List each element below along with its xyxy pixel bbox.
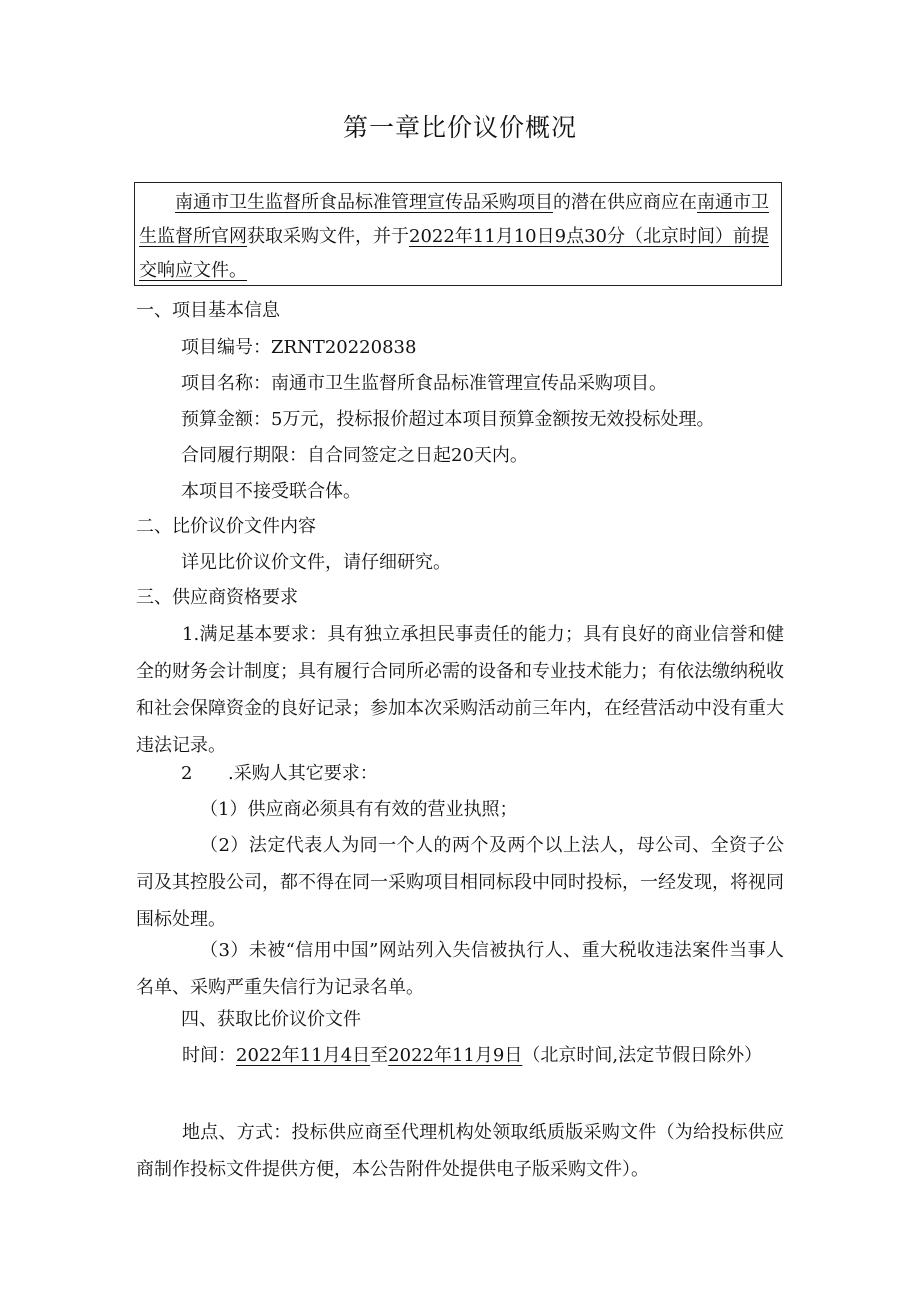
project-name-link: 南通市卫生监督所食品标准管理宣传品采购项目 xyxy=(175,192,553,213)
notice-box xyxy=(134,182,782,286)
project-code: 项目编号：ZRNT20220838 xyxy=(181,337,417,358)
section-heading-basic-info: 一、项目基本信息 xyxy=(136,300,280,321)
page-title: 第一章比价议价概况 xyxy=(342,113,577,142)
section-heading-qualification: 三、供应商资格要求 xyxy=(136,587,298,608)
submission-deadline: 2022年11月10日9点30分（北京时间）前提交响应文件。 xyxy=(139,226,769,281)
requirement-2-number: 2 xyxy=(181,763,193,784)
section-heading-obtain-docs: 四、获取比价议价文件 xyxy=(181,1009,361,1030)
obtain-place-method: 地点、方式：投标供应商至代理机构处领取纸质版采购文件（为给投标供应商制作投标文件提供方便，本公告附件处提供电子版采购文件）。 xyxy=(136,1122,784,1180)
section-heading-doc-content: 二、比价议价文件内容 xyxy=(136,516,316,537)
contract-period: 合同履行期限：自合同签定之日起20天内。 xyxy=(181,445,528,466)
sub-requirement-1: （1）供应商必须具有有效的营业执照； xyxy=(200,799,518,820)
sub-requirement-3: （3）未被“信用中国”网站列入失信被执行人、重大税收违法案件当事人名单、采购严重失信行为记录名单。 xyxy=(136,940,784,998)
notice-text-2: 获取采购文件，并于 xyxy=(247,226,409,247)
project-name: 项目名称：南通市卫生监督所食品标准管理宣传品采购项目。 xyxy=(181,373,667,394)
notice-text xyxy=(139,186,777,288)
project-budget: 预算金额：5万元，投标报价超过本项目预算金额按无效投标处理。 xyxy=(181,409,715,430)
notice-text-1: 的潜在供应商应在 xyxy=(553,192,697,213)
obtain-start-date: 2022年11月4日 xyxy=(236,1045,371,1066)
obtain-time-mid: 至 xyxy=(370,1045,389,1066)
official-site-link: 南通市卫生监督所官网 xyxy=(139,192,769,247)
doc-content-note: 详见比价议价文件，请仔细研究。 xyxy=(181,552,451,573)
consortium-note: 本项目不接受联合体。 xyxy=(181,481,361,502)
obtain-end-date: 2022年11月9日 xyxy=(388,1045,523,1066)
obtain-time-prefix: 时间： xyxy=(182,1045,236,1066)
requirement-basic: 1.满足基本要求：具有独立承担民事责任的能力；具有良好的商业信誉和健全的财务会计制度；具有履行合同所必需的设备和专业技术能力；有依法缴纳税收和社会保障资金的良好记录；参加本次采购活动前三年内，在经营活动中没有重大违法记录。 xyxy=(136,624,784,756)
obtain-time-suffix: （北京时间,法定节假日除外） xyxy=(522,1045,763,1066)
requirement-2-label: .采购人其它要求： xyxy=(228,763,378,784)
sub-requirement-2: （2）法定代表人为同一个人的两个及两个以上法人，母公司、全资子公司及其控股公司，都不得在同一采购项目相同标段中同时投标，一经发现，将视同围标处理。 xyxy=(136,835,784,930)
obtain-time xyxy=(136,1039,784,1073)
